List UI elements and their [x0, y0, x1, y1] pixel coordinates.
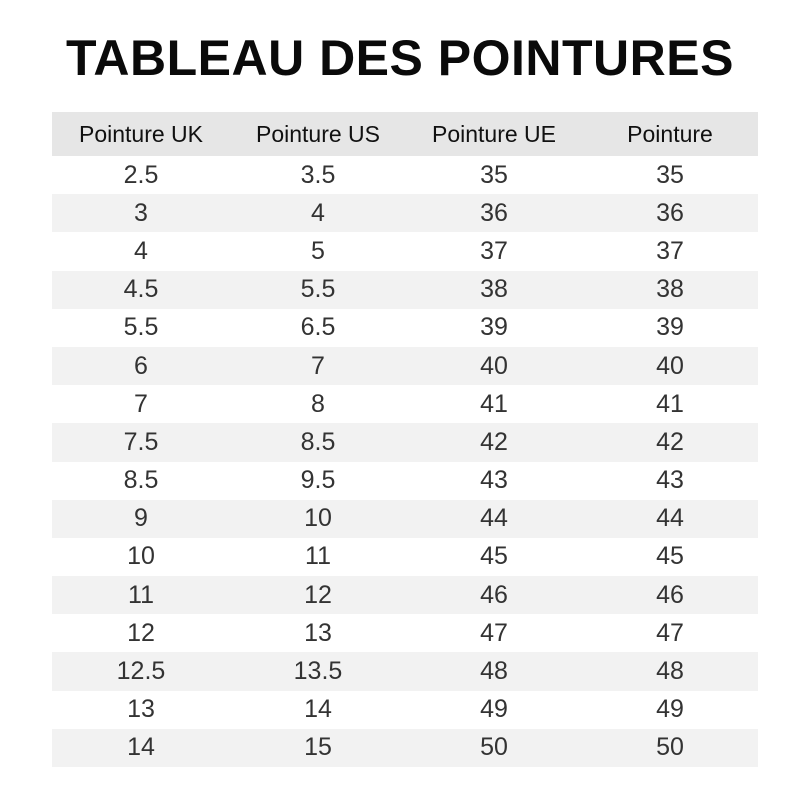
size-table [52, 112, 758, 767]
us-size-cell: 13.5 [230, 652, 406, 690]
eu-size-cell: 40 [406, 347, 582, 385]
us-size-cell: 10 [230, 500, 406, 538]
uk-size-cell: 4.5 [52, 271, 230, 309]
uk-size-cell: 11 [52, 576, 230, 614]
size-cell: 47 [582, 614, 758, 652]
us-size-cell: 7 [230, 347, 406, 385]
us-size-cell: 15 [230, 729, 406, 767]
size-cell: 44 [582, 500, 758, 538]
eu-size-cell: 50 [406, 729, 582, 767]
size-cell: 40 [582, 347, 758, 385]
size-cell: 50 [582, 729, 758, 767]
table-row [52, 271, 758, 309]
table-row [52, 423, 758, 461]
size-cell: 49 [582, 691, 758, 729]
header-us-size: Pointure US [230, 112, 406, 156]
us-size-cell: 13 [230, 614, 406, 652]
table-row [52, 232, 758, 270]
table-row [52, 385, 758, 423]
uk-size-cell: 14 [52, 729, 230, 767]
eu-size-cell: 46 [406, 576, 582, 614]
table-row [52, 691, 758, 729]
table-row [52, 729, 758, 767]
eu-size-cell: 44 [406, 500, 582, 538]
eu-size-cell: 49 [406, 691, 582, 729]
table-row [52, 614, 758, 652]
table-row [52, 576, 758, 614]
uk-size-cell: 12.5 [52, 652, 230, 690]
size-cell: 43 [582, 462, 758, 500]
size-cell: 42 [582, 423, 758, 461]
eu-size-cell: 41 [406, 385, 582, 423]
us-size-cell: 3.5 [230, 156, 406, 194]
table-row [52, 500, 758, 538]
uk-size-cell: 9 [52, 500, 230, 538]
uk-size-cell: 7 [52, 385, 230, 423]
uk-size-cell: 8.5 [52, 462, 230, 500]
size-cell: 36 [582, 194, 758, 232]
header-uk-size: Pointure UK [52, 112, 230, 156]
size-cell: 38 [582, 271, 758, 309]
size-cell: 46 [582, 576, 758, 614]
size-cell: 41 [582, 385, 758, 423]
eu-size-cell: 37 [406, 232, 582, 270]
us-size-cell: 4 [230, 194, 406, 232]
uk-size-cell: 4 [52, 232, 230, 270]
us-size-cell: 5 [230, 232, 406, 270]
us-size-cell: 6.5 [230, 309, 406, 347]
uk-size-cell: 13 [52, 691, 230, 729]
size-cell: 35 [582, 156, 758, 194]
us-size-cell: 8 [230, 385, 406, 423]
size-cell: 37 [582, 232, 758, 270]
uk-size-cell: 6 [52, 347, 230, 385]
table-row [52, 309, 758, 347]
us-size-cell: 14 [230, 691, 406, 729]
table-header [52, 112, 758, 156]
eu-size-cell: 42 [406, 423, 582, 461]
eu-size-cell: 45 [406, 538, 582, 576]
eu-size-cell: 35 [406, 156, 582, 194]
uk-size-cell: 3 [52, 194, 230, 232]
uk-size-cell: 5.5 [52, 309, 230, 347]
size-cell: 39 [582, 309, 758, 347]
table-body [52, 156, 758, 767]
size-cell: 48 [582, 652, 758, 690]
table-row [52, 652, 758, 690]
eu-size-cell: 39 [406, 309, 582, 347]
table-row [52, 538, 758, 576]
us-size-cell: 5.5 [230, 271, 406, 309]
eu-size-cell: 48 [406, 652, 582, 690]
eu-size-cell: 38 [406, 271, 582, 309]
header-row [52, 112, 758, 156]
eu-size-cell: 36 [406, 194, 582, 232]
uk-size-cell: 10 [52, 538, 230, 576]
table-row [52, 194, 758, 232]
uk-size-cell: 7.5 [52, 423, 230, 461]
header-size: Pointure [582, 112, 758, 156]
us-size-cell: 11 [230, 538, 406, 576]
us-size-cell: 12 [230, 576, 406, 614]
us-size-cell: 8.5 [230, 423, 406, 461]
uk-size-cell: 2.5 [52, 156, 230, 194]
eu-size-cell: 47 [406, 614, 582, 652]
us-size-cell: 9.5 [230, 462, 406, 500]
header-eu-size: Pointure UE [406, 112, 582, 156]
page-title: TABLEAU DES POINTURES [66, 30, 734, 86]
table-row [52, 347, 758, 385]
table-row [52, 156, 758, 194]
uk-size-cell: 12 [52, 614, 230, 652]
size-cell: 45 [582, 538, 758, 576]
table-row [52, 462, 758, 500]
eu-size-cell: 43 [406, 462, 582, 500]
